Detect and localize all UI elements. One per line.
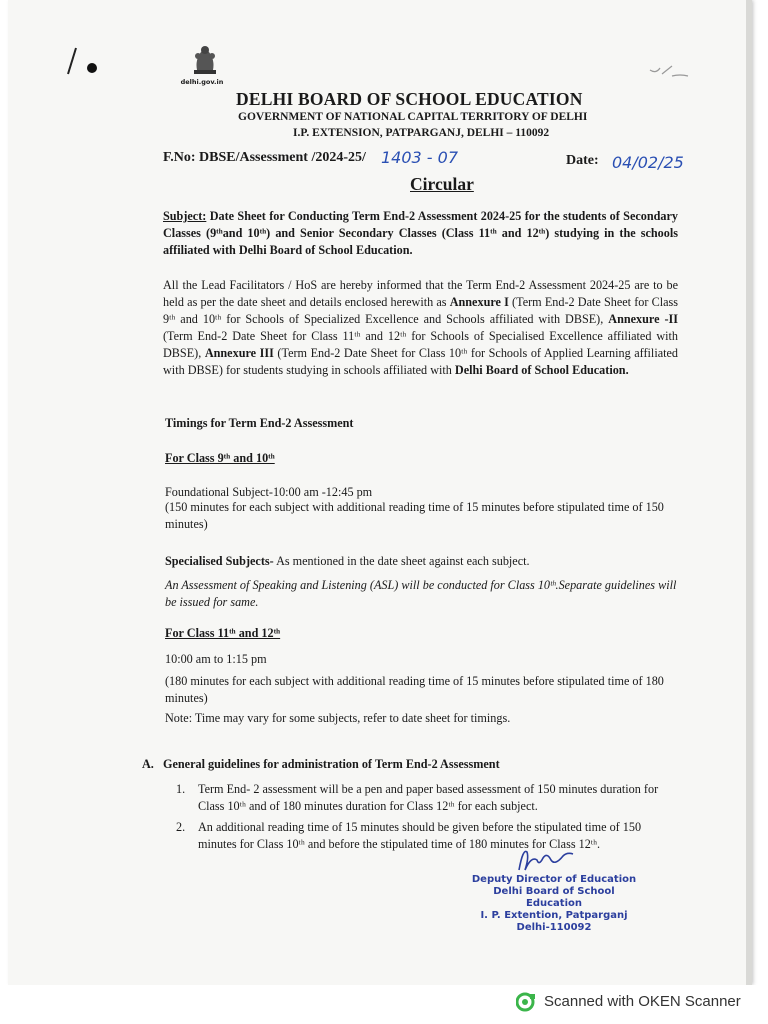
scanner-watermark: Scanned with OKEN Scanner	[544, 993, 741, 1010]
foundational-note: (150 minutes for each subject with additional reading time of 15 minutes before stipulated time of 150 minutes)	[165, 500, 664, 531]
annexure-3: Annexure III	[204, 346, 274, 360]
logo-caption: delhi.gov.in	[180, 78, 224, 86]
date-handwritten: 04/02/25	[612, 153, 684, 172]
intro-text-4: (Term End-2 Date Sheet for Class 10ᵗʰ for Schools of Applied Learning affiliated with DBSE) for students studying in schools affiliated with	[163, 346, 678, 377]
asl-note: An Assessment of Speaking and Listening (ASL) will be conducted for Class 10ᵗʰ.Separate guidelines will be issued for same.	[165, 578, 677, 609]
class-11-12-timing: 10:00 am to 1:15 pm	[165, 652, 267, 666]
oken-logo-icon	[516, 992, 536, 1012]
class-11-12-heading: For Class 11ᵗʰ and 12ᵗʰ	[165, 626, 281, 640]
address-line: I.P. EXTENSION, PATPARGANJ, DELHI – 110092	[293, 127, 550, 139]
government-line: GOVERNMENT OF NATIONAL CAPITAL TERRITORY OF DELHI	[238, 111, 588, 123]
board-name: DELHI BOARD OF SCHOOL EDUCATION	[236, 89, 583, 109]
list-item	[176, 819, 676, 853]
intro-board: Delhi Board of School Education.	[454, 363, 629, 377]
stamp-city: Delhi-110092	[516, 922, 592, 933]
section-a-title: General guidelines for administration of Term End-2 Assessment	[163, 757, 500, 771]
stamp-designation: Deputy Director of Education	[471, 874, 637, 885]
annexure-1: Annexure I	[449, 295, 509, 309]
official-stamp	[464, 874, 644, 934]
stamp-board: Delhi Board of School Education	[493, 886, 615, 909]
intro-text-3: (Term End-2 Date Sheet for Class 11ᵗʰ and 12ᵗʰ for Schools of Specialised Excellence affiliated with DBSE),	[163, 329, 678, 360]
timing-vary-note: Note: Time may vary for some subjects, refer to date sheet for timings.	[165, 711, 511, 725]
section-a-heading	[142, 756, 500, 773]
specialised-label: Specialised Subjects-	[165, 554, 274, 568]
page-edge	[746, 0, 752, 985]
foundational-timing: Foundational Subject-10:00 am -12:45 pm	[165, 485, 373, 499]
document-page	[8, 0, 750, 985]
guidelines-list	[176, 781, 676, 853]
subject-label: Subject:	[163, 209, 207, 223]
intro-text-1: All the Lead Facilitators / HoS are hereby informed that the Term End-2 Assessment 2024-25 are to be held as per the date sheet and details enclosed herewith as	[163, 278, 678, 309]
file-number-label: F.No: DBSE/Assessment /2024-25/	[163, 150, 366, 165]
list-text: Term End- 2 assessment will be a pen and paper based assessment of 150 minutes duration for Class 10ᵗʰ and of 180 minutes duration for Class 12ᵗʰ for each subject.	[198, 782, 659, 813]
file-number-handwritten: 1403 - 07	[381, 148, 459, 167]
list-item	[176, 781, 676, 815]
intro-paragraph	[163, 277, 678, 379]
timings-heading: Timings for Term End-2 Assessment	[165, 416, 354, 430]
list-text: An additional reading time of 15 minutes should be given before the stipulated time of 150 minutes for Class 10ᵗʰ and before the stipulated time of 180 minutes for Class 12ᵗʰ.	[198, 820, 642, 851]
list-number: 2.	[176, 820, 186, 834]
margin-mark	[60, 44, 100, 80]
signature	[513, 842, 583, 878]
annexure-2: Annexure -II	[608, 312, 679, 326]
subject-text: Date Sheet for Conducting Term End-2 Assessment 2024-25 for the students of Secondary Classes (9ᵗʰand 10ᵗʰ) and Senior Secondary Classes (Class 11ᵗʰ and 12ᵗʰ) studying in the schools affiliated with Delhi Board of School Education.	[163, 209, 679, 257]
class-11-12-note: (180 minutes for each subject with additional reading time of 15 minutes before stipulated time of 180 minutes)	[165, 674, 664, 705]
section-a-letter: A.	[142, 757, 154, 771]
date-label: Date:	[566, 153, 599, 168]
class-9-10-heading: For Class 9ᵗʰ and 10ᵗʰ	[165, 451, 275, 465]
intro-text-2: (Term End-2 Date Sheet for Class 9ᵗʰ and 10ᵗʰ for Schools of Specialized Excellence and Schools affiliated with DBSE),	[163, 295, 679, 326]
stamp-address: I. P. Extention, Patparganj	[480, 910, 628, 921]
subject-paragraph	[163, 208, 678, 259]
specialised-line	[165, 553, 677, 570]
circular-title: Circular	[410, 174, 474, 194]
corner-scribble	[646, 62, 694, 84]
list-number: 1.	[176, 782, 186, 796]
specialised-text: As mentioned in the date sheet against each subject.	[276, 554, 530, 568]
